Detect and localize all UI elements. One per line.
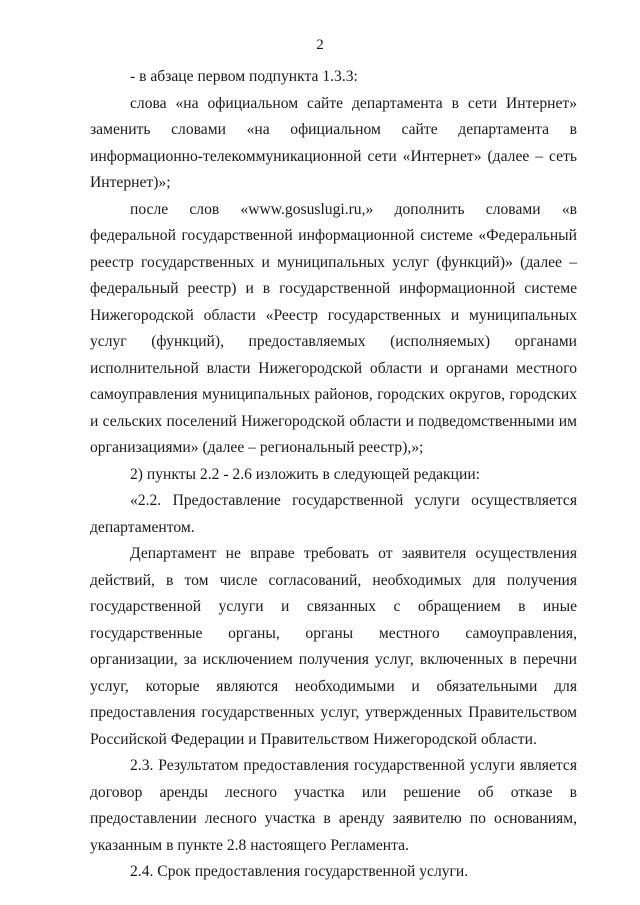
paragraph-amendment-item: - в абзаце первом подпункта 1.3.3: [130, 68, 358, 85]
page-number: 2 [316, 37, 324, 53]
paragraph-2-3: 2.3. Результатом предоставления государственной услуги является договор аренды лесного участка или решение об отказе в предоставлении лесного участка в аренду заявителю по основаниям, указанным в пункте 2.8 настоящего Регламента. [90, 757, 577, 854]
document-body [90, 64, 577, 886]
paragraph-department-restrictions: Департамент не вправе требовать от заявителя осуществления действий, в том числе согласований, необходимых для получения государственной услуги и связанных с обращением в иные государственные органы, органы местного самоуправления, организации, за исключением получения услуг, включенных в перечни услуг, которые являются необходимыми и обязательными для предоставления государственных услуг, утвержденных Правительством Российской Федерации и Правительством Нижегородской области. [90, 545, 577, 748]
paragraph-replace-words: слова «на официальном сайте департамента в сети Интернет» заменить словами «на официальном сайте департамента в информационно-телекоммуникационной сети «Интернет» (далее – сеть Интернет)»; [90, 94, 577, 191]
paragraph-add-registry: после слов «www.gosuslugi.ru,» дополнить словами «в федеральной государственной информационной системе «Федеральный реестр государственных и муниципальных услуг (функций)» (далее – федеральный реестр) и в государственной информационной системе Нижегородской области «Реестр государственных и муниципальных услуг (функций), предоставляемых (исполняемых) органами исполнительной власти Нижегородской области и органами местного самоуправления муниципальных районов, городских округов, городских и сельских поселений Нижегородской области и подведомственными им организациями» (далее – региональный реестр),»; [90, 200, 577, 456]
paragraph-2-4: 2.4. Срок предоставления государственной услуги. [130, 863, 469, 880]
paragraph-2-2: «2.2. Предоставление государственной услуги осуществляется департаментом. [90, 492, 577, 536]
paragraph-points-edit: 2) пункты 2.2 - 2.6 изложить в следующей редакции: [130, 465, 480, 483]
